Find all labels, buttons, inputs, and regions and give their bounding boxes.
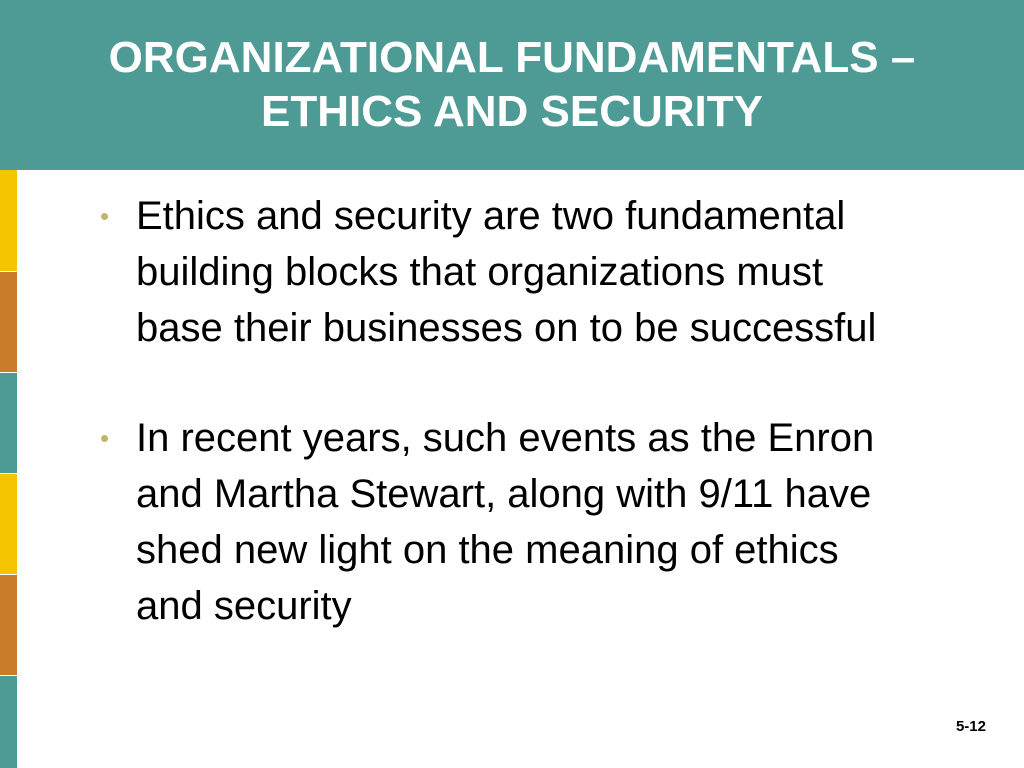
bar-segment-orange-1 bbox=[0, 271, 17, 373]
bullet-item bbox=[96, 188, 996, 356]
bullet-line: In recent years, such events as the Enron bbox=[136, 416, 875, 460]
slide-title-line-2: ETHICS AND SECURITY bbox=[261, 87, 763, 136]
bullet-item bbox=[96, 410, 996, 634]
left-color-bar bbox=[0, 170, 17, 768]
title-banner bbox=[0, 0, 1024, 170]
bullet-line: shed new light on the meaning of ethics bbox=[136, 528, 839, 572]
slide-title-line-1: ORGANIZATIONAL FUNDAMENTALS – bbox=[108, 33, 916, 82]
bullet-line: building blocks that organizations must bbox=[136, 250, 824, 294]
bar-segment-orange-2 bbox=[0, 574, 17, 676]
bullet-dot-icon: • bbox=[100, 423, 110, 453]
bar-segment-yellow-2 bbox=[0, 473, 17, 575]
bullet-dot-icon: • bbox=[100, 201, 110, 231]
page-number: 5-12 bbox=[955, 718, 986, 735]
bullet-line: Ethics and security are two fundamental bbox=[136, 194, 846, 238]
bullet-list bbox=[96, 188, 996, 688]
bar-segment-yellow-1 bbox=[0, 170, 17, 271]
bar-segment-teal-1 bbox=[0, 372, 17, 474]
bullet-line: and Martha Stewart, along with 9/11 have bbox=[136, 472, 872, 516]
bullet-line: base their businesses on to be successful bbox=[136, 306, 877, 350]
slide-title bbox=[22, 31, 1002, 139]
bar-segment-teal-2 bbox=[0, 675, 17, 768]
bullet-line: and security bbox=[136, 584, 352, 628]
